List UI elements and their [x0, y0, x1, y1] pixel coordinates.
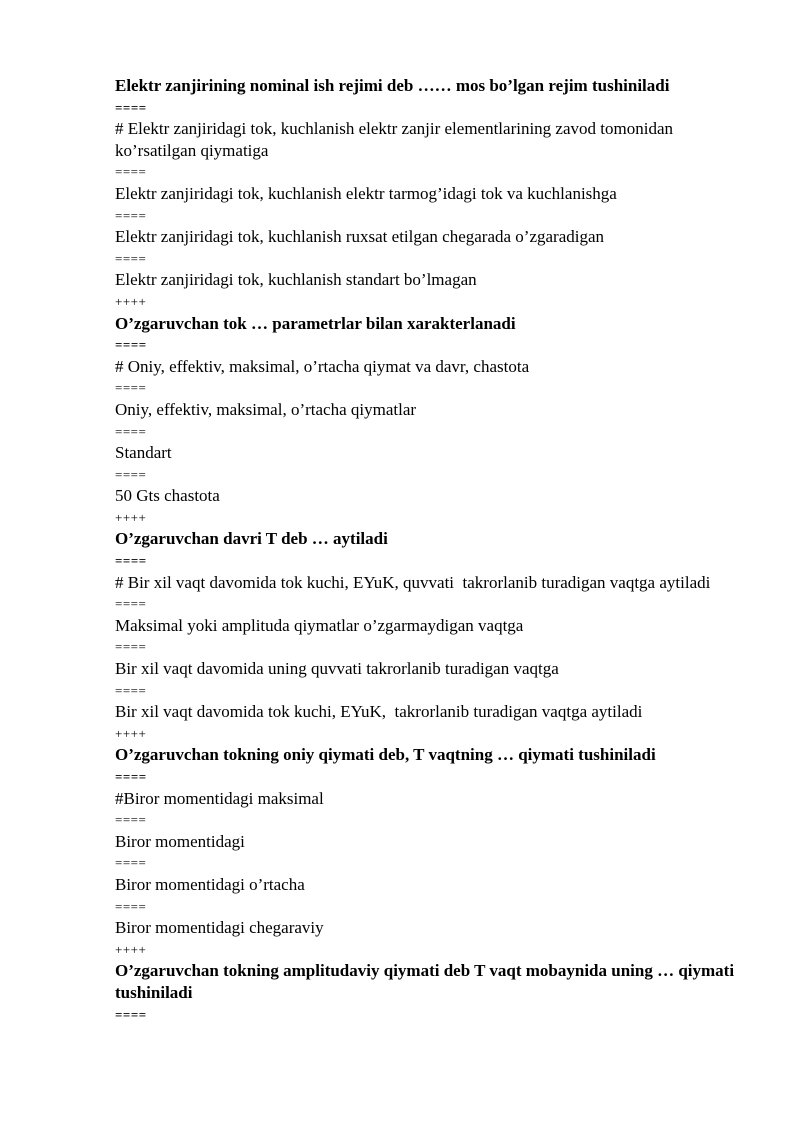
option-separator: ==== [115, 682, 147, 698]
question-text: O’zgaruvchan davri T deb … aytiladi [115, 529, 388, 549]
option-separator: ==== [115, 769, 147, 784]
answer-option: Oniy, effektiv, maksimal, o’rtacha qiymatlar [115, 399, 417, 419]
question-separator: ++++ [115, 941, 147, 957]
answer-option: 50 Gts chastota [115, 486, 220, 506]
question-separator: ++++ [115, 725, 147, 741]
answer-option: Elektr zanjiridagi tok, kuchlanish elektr tarmog’idagi tok va kuchlanishga [115, 183, 617, 203]
question-separator: ++++ [115, 293, 147, 309]
answer-option: Bir xil vaqt davomida tok kuchi, EYuK, takrorlanib turadigan vaqtga aytiladi [115, 702, 643, 722]
option-separator: ==== [115, 207, 147, 223]
option-separator: ==== [115, 855, 147, 871]
option-separator: ==== [115, 164, 147, 180]
question-text: Elektr zanjirining nominal ish rejimi deb …… mos bo’lgan rejim tushiniladi [115, 76, 670, 95]
answer-option: Biror momentidagi chegaraviy [115, 918, 324, 938]
question-text: O’zgaruvchan tok … parametrlar bilan xarakterlanadi [115, 313, 516, 333]
answer-option: Elektr zanjiridagi tok, kuchlanish ruxsat etilgan chegarada o’zgaradigan [115, 227, 605, 247]
answer-option: # Bir xil vaqt davomida tok kuchi, EYuK, quvvati takrorlanib turadigan vaqtga aytiladi [115, 572, 711, 592]
option-separator: ==== [115, 596, 147, 612]
question-text: O’zgaruvchan tokning amplitudaviy qiymati deb T vaqt mobaynida uning … qiymati tushiniladi [115, 961, 739, 1002]
option-separator: ==== [115, 812, 147, 828]
option-separator: ==== [115, 553, 147, 569]
option-separator: ==== [115, 898, 147, 914]
answer-option: Elektr zanjiridagi tok, kuchlanish standart bo’lmagan [115, 270, 477, 290]
answer-option: Standart [115, 443, 172, 463]
option-separator: ==== [115, 466, 147, 482]
question-text: O’zgaruvchan tokning oniy qiymati deb, T vaqtning … qiymati tushiniladi [115, 745, 656, 765]
option-separator: ==== [115, 337, 147, 353]
answer-option: # Elektr zanjiridagi tok, kuchlanish elektr zanjir elementlarining zavod tomonidan ko’rsatilgan qiymatiga [115, 119, 678, 160]
option-separator: ==== [115, 1006, 147, 1022]
answer-option: Bir xil vaqt davomida uning quvvati takrorlanib turadigan vaqtga [115, 659, 559, 679]
option-separator: ==== [115, 423, 147, 439]
document-body [115, 75, 740, 1025]
option-separator: ==== [115, 250, 147, 266]
question-separator: ++++ [115, 509, 147, 525]
option-separator: ==== [115, 380, 147, 396]
option-separator: ==== [115, 99, 147, 115]
answer-option: Biror momentidagi o’rtacha [115, 874, 305, 894]
answer-option: Biror momentidagi [115, 831, 245, 851]
answer-option: #Biror momentidagi maksimal [115, 788, 324, 808]
answer-option: Maksimal yoki amplituda qiymatlar o’zgarmaydigan vaqtga [115, 615, 524, 635]
answer-option: # Oniy, effektiv, maksimal, o’rtacha qiymat va davr, chastota [115, 356, 530, 376]
option-separator: ==== [115, 639, 147, 655]
